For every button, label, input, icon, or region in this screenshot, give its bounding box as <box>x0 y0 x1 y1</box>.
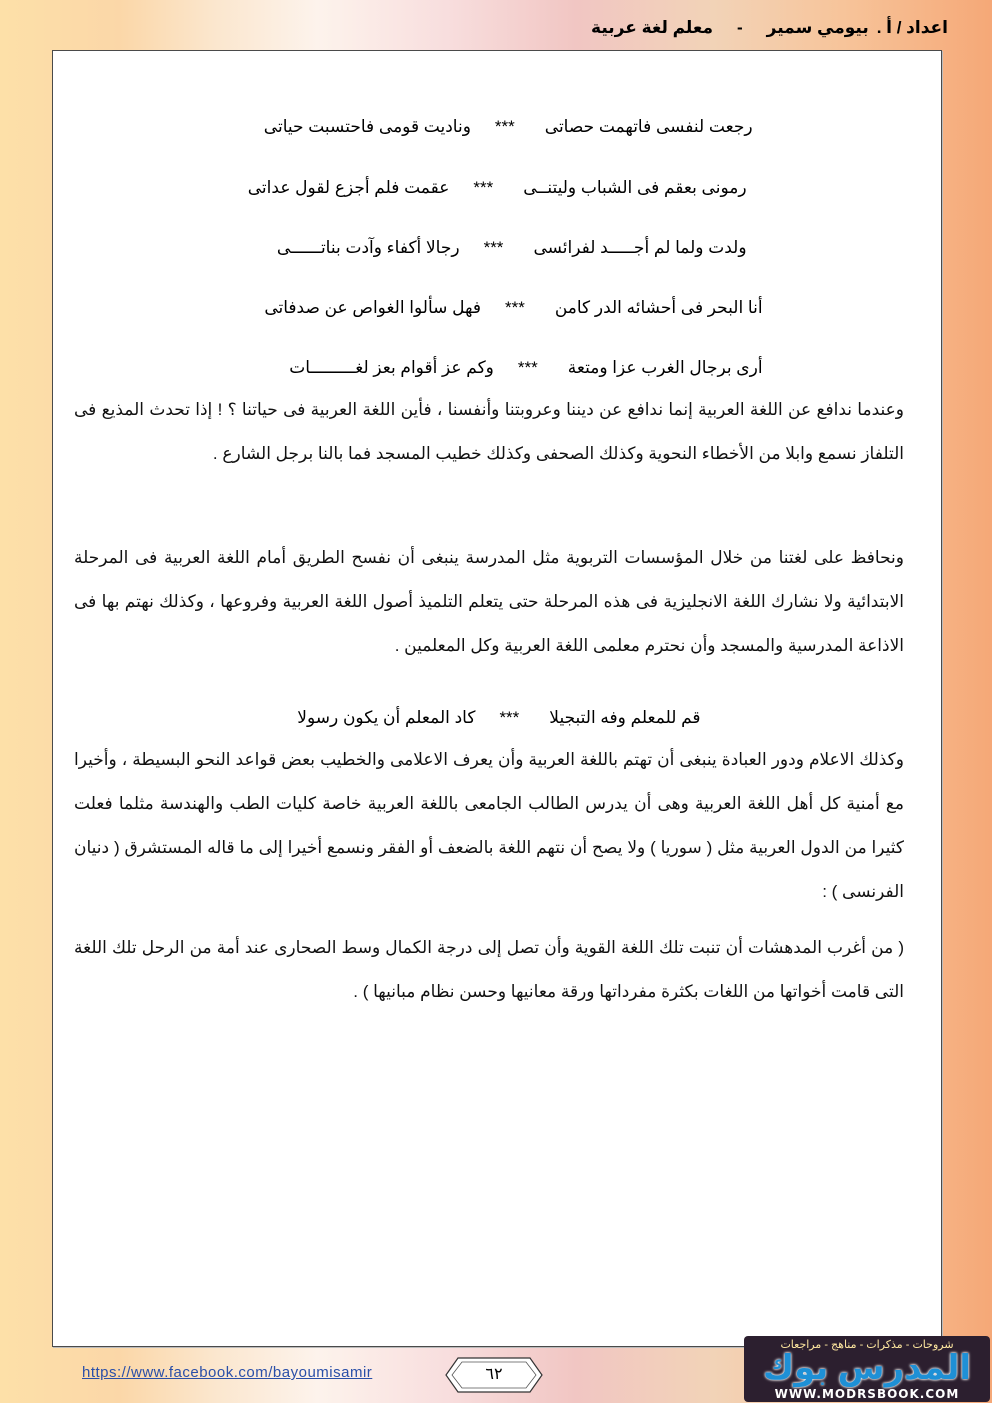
paragraph-2: ونحافظ على لغتنا من خلال المؤسسات التربوية مثل المدرسة ينبغى أن نفسح الطريق أمام اللغة العربية فى المرحلة الابتدائية ولا نشارك اللغة الانجليزية فى هذه المرحلة حتى يتعلم التلميذ أصول اللغة العربية وفروعها ، وكذلك نهتم بها فى الاذاعة المدرسية والمسجد وأن نحترم معلمى اللغة العربية وكل المعلمين . <box>74 548 904 655</box>
page-number-badge <box>444 1356 544 1394</box>
verse-separator: *** <box>483 238 504 257</box>
verse-line-2 <box>248 158 756 198</box>
verse-line-4 <box>264 278 772 318</box>
verse-hemistich-first: أرى برجال الغرب عزا ومتعة <box>567 358 763 377</box>
verse-separator: *** <box>499 708 520 727</box>
facebook-link[interactable]: https://www.facebook.com/bayoumisamir <box>82 1364 373 1381</box>
verse-separator: *** <box>473 178 494 197</box>
verse-hemistich-second: كاد المعلم أن يكون رسولا <box>297 708 476 727</box>
paragraph-1: وعندما ندافع عن اللغة العربية إنما ندافع عن ديننا وعروبتنا وأنفسنا ، فأين اللغة العربية فى حياتنا ؟ ! إذا تحدث المذيع فى التلفاز نسمع وابلا من الأخطاء النحوية وكذلك الصحفى وكذلك خطيب المسجد فما بالنا برجل الشارع . <box>74 400 904 463</box>
header-separator: - <box>737 18 743 37</box>
verse-separator: *** <box>494 117 515 136</box>
prepared-by-label: اعداد / أ . <box>876 18 948 37</box>
verse-hemistich-first: ولدت ولما لم أجـــــد لفرائسى <box>533 238 747 257</box>
verse-hemistich-second: وناديت قومى فاحتسبت حياتى <box>263 117 471 136</box>
paragraph-3: وكذلك الاعلام ودور العبادة ينبغى أن تهتم باللغة العربية وأن يعرف الاعلامى والخطيب بعض قواعد النحو البسيطة ، وأخيرا مع أمنية كل أهل اللغة العربية وهى أن يدرس الطالب الجامعى باللغة العربية خاصة كليات الطب والهندسة مثلما فعلت كثيرا من الدول العربية مثل ( سوريا ) ولا يصح أن نتهم اللغة بالضعف أو الفقر ونسمع أخيرا إلى ما قاله المستشرق ( دنيان الفرنسى ) : <box>74 750 904 901</box>
verse-hemistich-first: رجعت لنفسى فاتهمت حصاتى <box>544 117 753 136</box>
verse-line-teacher <box>297 688 710 728</box>
verse-hemistich-first: رمونى بعقم فى الشباب وليتنــى <box>523 178 747 197</box>
verse-separator: *** <box>517 358 538 377</box>
verse-hemistich-second: وكم عز أقوام بعز لغـــــــــات <box>289 358 494 377</box>
verse-separator: *** <box>504 298 525 317</box>
verse-line-1 <box>264 97 762 137</box>
page-header <box>583 10 948 46</box>
verse-hemistich-second: رجالا أكفاء وآدت بناتــــــى <box>276 238 460 257</box>
page-number: ٦٢ <box>485 1366 503 1383</box>
paragraph-4-quote: ( من أغرب المدهشات أن تنبت تلك اللغة القوية وأن تصل إلى درجة الكمال وسط الصحارى عند أمة من الرحل تلك اللغة التى قامت أخواتها من اللغات بكثرة مفرداتها ورقة معانيها وحسن نظام مبانيها ) . <box>74 938 904 1001</box>
verse-hemistich-first: أنا البحر فى أحشائه الدر كامن <box>554 298 763 317</box>
author-role: معلم لغة عربية <box>591 18 713 37</box>
site-logo <box>744 1336 990 1402</box>
logo-name: المدرس بوك <box>762 1349 972 1387</box>
verse-hemistich-first: قم للمعلم وفه التبجيلا <box>549 708 701 727</box>
verse-line-3 <box>277 218 756 258</box>
verse-hemistich-second: عقمت فلم أجزع لقول عداتى <box>247 178 450 197</box>
logo-url: WWW.MODRSBOOK.COM <box>774 1387 960 1401</box>
verse-line-5 <box>289 338 772 378</box>
verse-hemistich-second: فهل سألوا الغواص عن صدفاتى <box>264 298 481 317</box>
logo-tagline: شروحات - مذكرات - مناهج - مراجعات <box>780 1339 954 1351</box>
author-name: بيومي سمير <box>766 18 869 37</box>
